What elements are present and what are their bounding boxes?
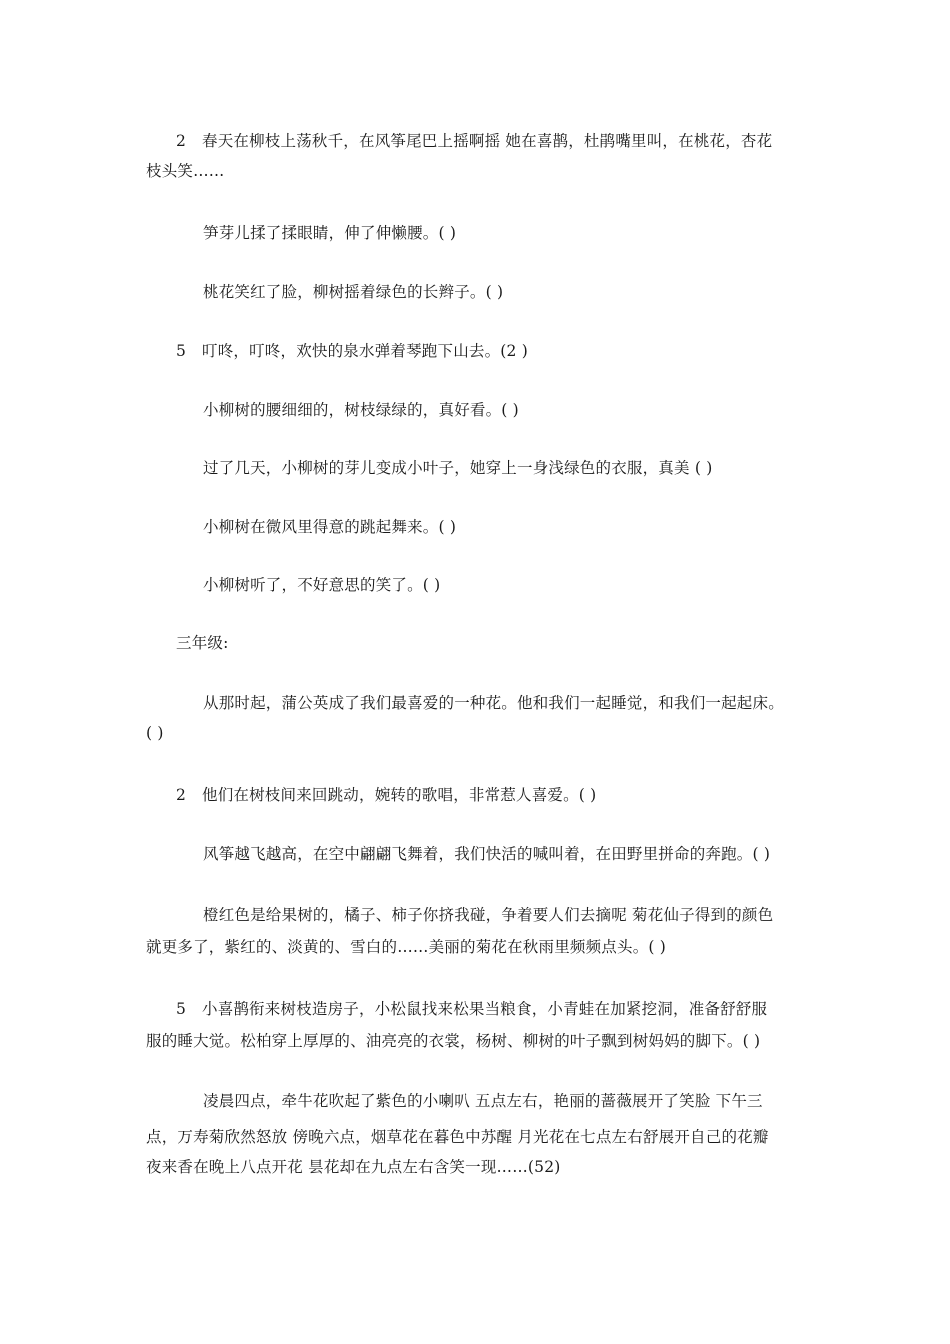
paragraph-4 [176, 340, 528, 362]
section-heading: 三年级: [176, 634, 229, 652]
paragraph-13-line-2: 就更多了，紫红的、淡黄的、雪白的……美丽的菊花在秋雨里频频点头。( ) [146, 938, 667, 956]
paragraph-2: 笋芽儿揉了揉眼睛，伸了伸懒腰。( ) [203, 224, 457, 242]
item-number: 5 [176, 1000, 187, 1018]
paragraph-text: 叮咚，叮咚，欢快的泉水弹着琴跑下山去。(2 ) [202, 342, 528, 360]
paragraph-10-line-2: ( ) [146, 724, 164, 742]
paragraph-14-line-1 [176, 998, 767, 1020]
paragraph-5: 小柳树的腰细细的，树枝绿绿的，真好看。( ) [203, 401, 519, 419]
paragraph-15-line-3: 夜来香在晚上八点开花 昙花却在九点左右含笑一现……(52) [146, 1158, 561, 1176]
paragraph-15-line-2: 点，万寿菊欣然怒放 傍晚六点，烟草花在暮色中苏醒 月光花在七点左右舒展开自己的花瓣 [146, 1128, 769, 1146]
paragraph-1-line-1 [176, 130, 772, 152]
paragraph-13-line-1: 橙红色是给果树的，橘子、柿子你挤我碰，争着要人们去摘呢 菊花仙子得到的颜色 [203, 906, 774, 924]
item-number: 2 [176, 786, 187, 804]
paragraph-text: 春天在柳枝上荡秋千，在风筝尾巴上摇啊摇 她在喜鹊，杜鹃嘴里叫，在桃花，杏花 [202, 132, 773, 150]
paragraph-7: 小柳树在微风里得意的跳起舞来。( ) [203, 518, 457, 536]
paragraph-10-line-1: 从那时起，蒲公英成了我们最喜爱的一种花。他和我们一起睡觉，和我们一起起床。 [203, 694, 784, 712]
paragraph-3: 桃花笑红了脸，柳树摇着绿色的长辫子。( ) [203, 283, 504, 301]
paragraph-6: 过了几天，小柳树的芽儿变成小叶子，她穿上一身浅绿色的衣服，真美 ( ) [203, 459, 713, 477]
paragraph-14-line-2: 服的睡大觉。松柏穿上厚厚的、油亮亮的衣裳，杨树、柳树的叶子飘到树妈妈的脚下。( ) [146, 1032, 761, 1050]
paragraph-text: 小喜鹊衔来树枝造房子，小松鼠找来松果当粮食，小青蛙在加紧挖洞，准备舒舒服 [202, 1000, 768, 1018]
paragraph-12: 风筝越飞越高，在空中翩翩飞舞着，我们快活的喊叫着，在田野里拼命的奔跑。( ) [203, 845, 771, 863]
paragraph-11 [176, 784, 596, 806]
paragraph-8: 小柳树听了，不好意思的笑了。( ) [203, 576, 441, 594]
paragraph-1-line-2: 枝头笑…… [146, 162, 225, 180]
item-number: 5 [176, 342, 187, 360]
item-number: 2 [176, 132, 187, 150]
paragraph-text: 他们在树枝间来回跳动，婉转的歌唱，非常惹人喜爱。( ) [202, 786, 597, 804]
paragraph-15-line-1: 凌晨四点，牵牛花吹起了紫色的小喇叭 五点左右，艳丽的蔷薇展开了笑脸 下午三 [203, 1092, 763, 1110]
